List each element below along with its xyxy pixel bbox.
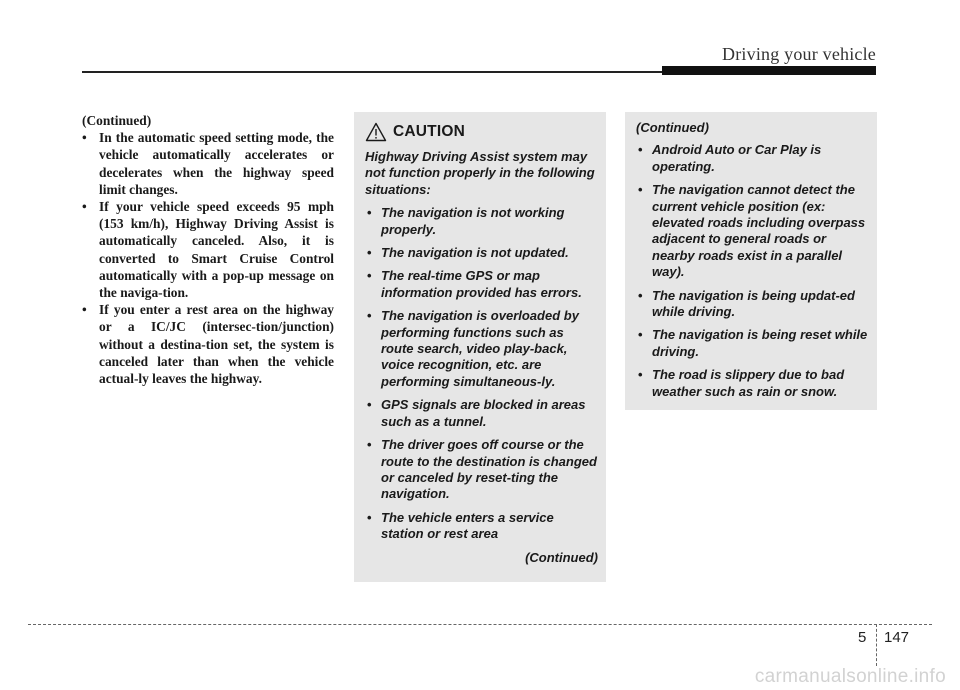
caution-heading [365, 122, 598, 142]
list-item: • The road is slippery due to bad weather such as rain or snow. [636, 367, 869, 400]
caution-bullet-list [365, 205, 598, 542]
list-item: • If your vehicle speed exceeds 95 mph (153 km/h), Highway Driving Assist is automatically canceled. Also, it is converted to Smart Cruise Control automatically with a pop-up message on the naviga-tion. [82, 198, 334, 301]
caution-bullet-list-cont [636, 142, 869, 400]
list-item: • The driver goes off course or the route to the destination is changed or canceled by reset-ting the navigation. [365, 437, 598, 503]
section-number: 5 [858, 629, 867, 646]
caution-box-continued [625, 112, 877, 410]
list-item: • The real-time GPS or map information provided has errors. [365, 268, 598, 301]
caution-continued-label: (Continued) [525, 549, 598, 565]
list-item: • Android Auto or Car Play is operating. [636, 142, 869, 175]
list-item: • If you enter a rest area on the highway or a IC/JC (intersec-tion/junction) without a destina-tion set, the system is canceled later than when the vehicle actual-ly leaves the highway. [82, 301, 334, 387]
warning-triangle-icon [365, 122, 387, 142]
list-item: • The navigation is not working properly. [365, 205, 598, 238]
list-item: • The navigation is being reset while driving. [636, 327, 869, 360]
continued-label: (Continued) [82, 113, 152, 128]
left-bullet-list [82, 129, 334, 387]
list-item: • The navigation cannot detect the current vehicle position (ex: elevated roads including overpass adjacent to general roads or nearby roads exist in a parallel way). [636, 182, 869, 280]
left-column [82, 112, 334, 387]
page-header-title: Driving your vehicle [722, 44, 876, 64]
page-divider [876, 624, 877, 666]
list-item: • The vehicle enters a service station or rest area [365, 510, 598, 543]
header-rule-thin [82, 71, 662, 73]
list-item: • GPS signals are blocked in areas such as a tunnel. [365, 397, 598, 430]
caution-intro: Highway Driving Assist system may not function properly in the following situations: [365, 149, 595, 197]
continued-label: (Continued) [636, 120, 709, 135]
page-number: 147 [884, 629, 910, 646]
header-rule-thick [662, 66, 876, 75]
caution-box [354, 112, 606, 582]
footer-rule [28, 624, 932, 625]
list-item: • In the automatic speed setting mode, the vehicle automatically accelerates or decelerates when the highway speed limit changes. [82, 129, 334, 198]
watermark: carmanualsonline.info [754, 666, 946, 687]
list-item: • The navigation is overloaded by performing functions such as route search, video play-back, voice recognition, etc. are performing simultaneous-ly. [365, 308, 598, 390]
caution-label: CAUTION [393, 122, 466, 140]
list-item: • The navigation is not updated. [365, 245, 598, 261]
list-item: • The navigation is being updat-ed while driving. [636, 288, 869, 321]
